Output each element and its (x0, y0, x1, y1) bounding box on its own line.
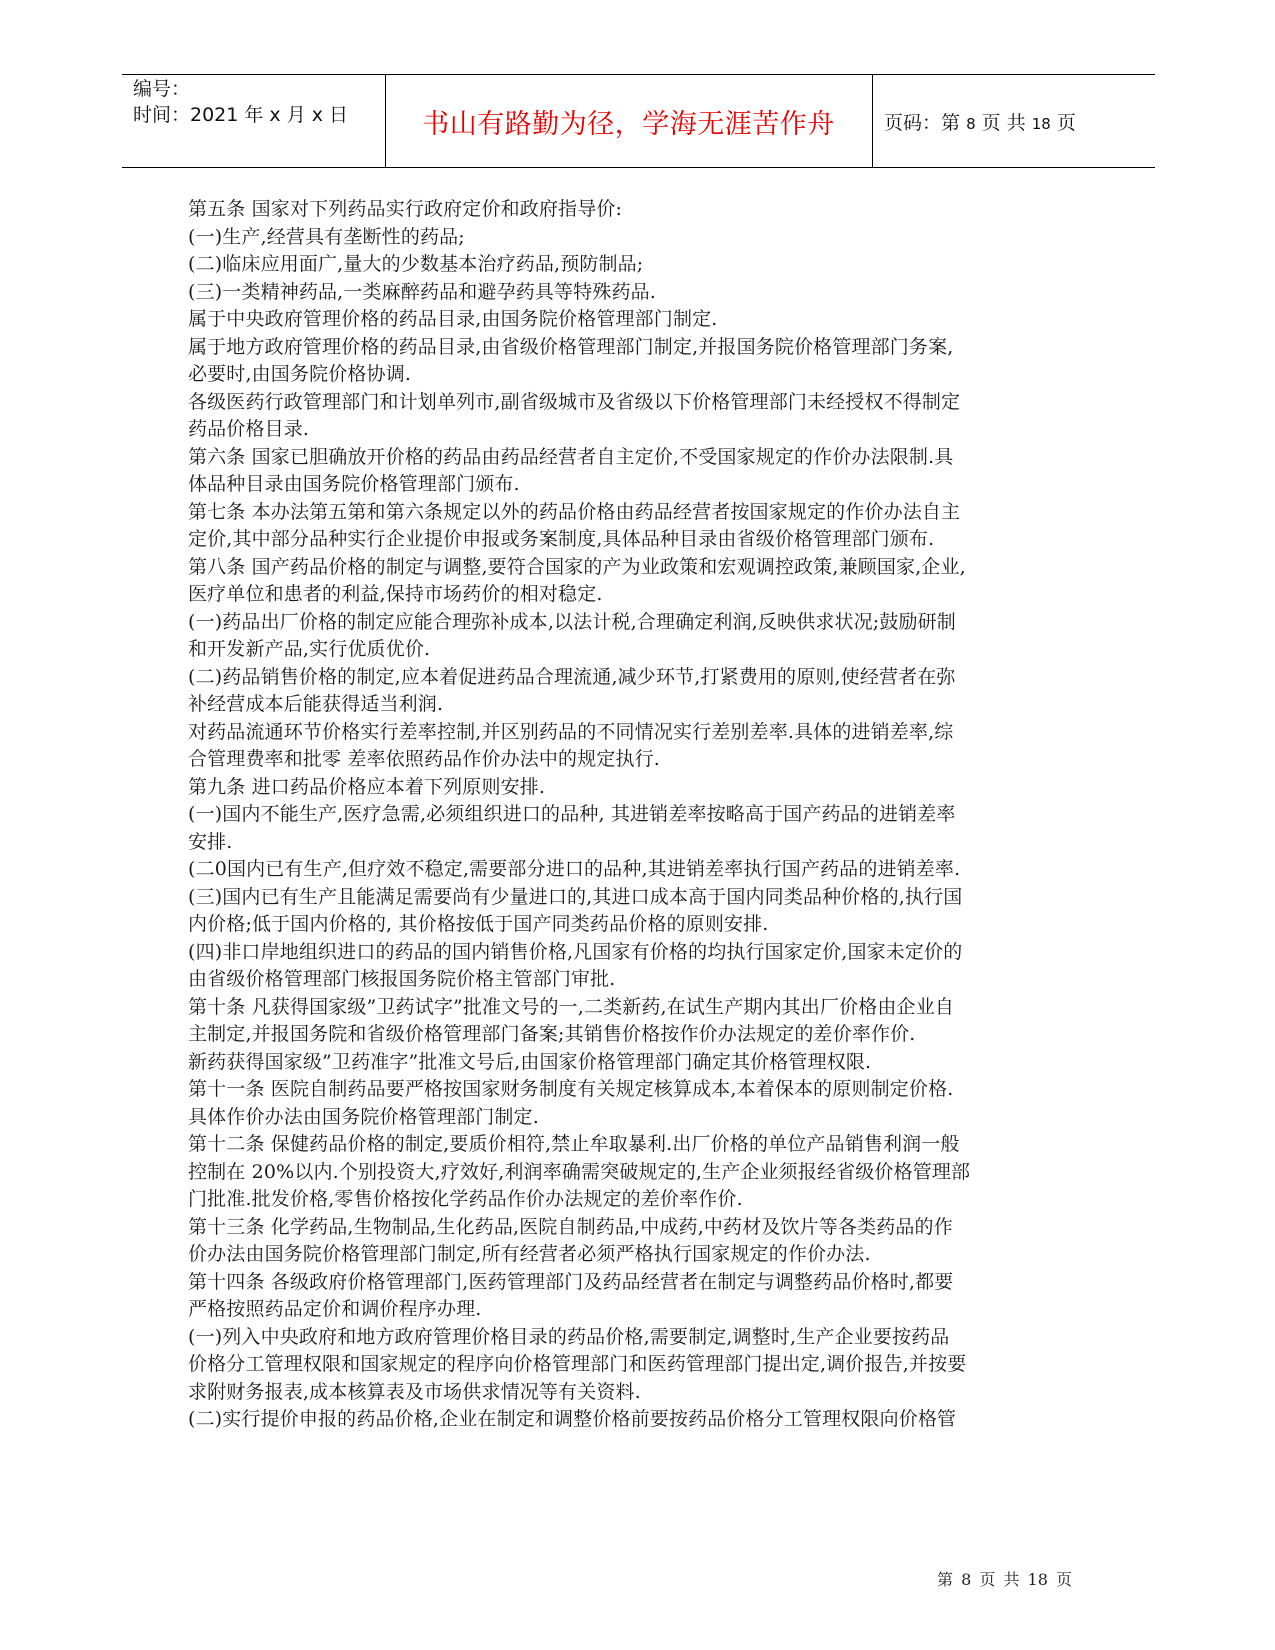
body-text-line: 体品种目录由国务院价格管理部门颁布. (188, 473, 520, 495)
document-number-label: 编号： (133, 78, 191, 100)
page-footer: 第 8 页 共 18 页 (937, 1570, 1072, 1589)
body-text-line: (二0国内已有生产,但疗效不稳定,需要部分进口的品种,其进销差率执行国产药品的进销差率. (188, 858, 961, 880)
page-mid: 页 共 (981, 111, 1026, 134)
body-text-line: (一)国内不能生产,医疗急需,必须组织进口的品种, 其进销差率按略高于国产药品的进销差率 (188, 803, 956, 825)
header-page-info (873, 108, 1076, 135)
body-text-line: 补经营成本后能获得适当利润. (188, 693, 444, 715)
body-text-line: (二)药品销售价格的制定,应本着促进药品合理流通,减少环节,打紧费用的原则,使经营者在弥 (188, 665, 956, 688)
body-text-line: 第六条 国家已胆确放开价格的药品由药品经营者自主定价,不受国家规定的作价办法限制.具 (188, 445, 954, 468)
body-text-line: 属于地方政府管理价格的药品目录,由省级价格管理部门制定,并报国务院价格管理部门务案, (188, 335, 954, 358)
body-text-line: 内价格;低于国内价格的, 其价格按低于国产同类药品价格的原则安排. (188, 913, 769, 935)
body-text-line: 定价,其中部分品种实行企业提价申报或务案制度,具体品种目录由省级价格管理部门颁布. (188, 528, 935, 550)
document-body (188, 196, 1088, 1434)
header-motto: 书山有路勤为径，学海无涯苦作舟 (422, 108, 835, 140)
body-text-line: 第七条 本办法第五第和第六条规定以外的药品价格由药品经营者按国家规定的作价办法自主 (188, 500, 961, 523)
body-text-line: (一)药品出厂价格的制定应能合理弥补成本,以法计税,合理确定利润,反映供求状况;鼓励研制 (188, 610, 956, 633)
header-meta-cell (122, 75, 386, 167)
body-text-line: 第十三条 化学药品,生物制品,生化药品,医院自制药品,中成药,中药材及饮片等各类药品的作 (188, 1215, 953, 1238)
body-text-line: 对药品流通环节价格实行差率控制,并区别药品的不同情况实行差别差率.具体的进销差率,综 (188, 720, 954, 743)
body-text-line: 医疗单位和患者的利益,保持市场药价的相对稳定. (188, 583, 603, 605)
page-header (122, 74, 1155, 168)
body-text-line: 新药获得国家级”卫药准字”批准文号后,由国家价格管理部门确定其价格管理权限. (188, 1050, 872, 1073)
body-text-line: (二)实行提价申报的药品价格,企业在制定和调整价格前要按药品价格分工管理权限向价格管 (188, 1408, 957, 1430)
body-text-line: 合管理费率和批零 差率依照药品作价办法中的规定执行. (188, 748, 660, 770)
body-text-line: 具体作价办法由国务院价格管理部门制定. (188, 1105, 539, 1128)
body-text-line: 属于中央政府管理价格的药品目录,由国务院价格管理部门制定. (188, 308, 718, 330)
page-suffix: 页 (1056, 111, 1076, 134)
body-text-line: 第九条 进口药品价格应本着下列原则安排. (188, 775, 546, 798)
body-text-line: 第八条 国产药品价格的制定与调整,要符合国家的产为业政策和宏观调控政策,兼顾国家,企业, (188, 555, 966, 578)
body-text-line: 第十条 凡获得国家级”卫药试字”批准文号的一,二类新药,在试生产期内其出厂价格由企业自 (188, 995, 954, 1018)
body-text-line: 各级医药行政管理部门和计划单列市,副省级城市及省级以下价格管理部门未经授权不得制定 (188, 390, 961, 413)
header-page-cell (873, 75, 1155, 167)
body-text-line: 必要时,由国务院价格协调. (188, 363, 412, 385)
body-text-line: (一)列入中央政府和地方政府管理价格目录的药品价格,需要制定,调整时,生产企业要按药品 (188, 1325, 950, 1348)
header-motto-cell (385, 75, 873, 167)
body-text-line: 价办法由国务院价格管理部门制定,所有经营者必须严格执行国家规定的作价办法. (188, 1243, 871, 1265)
body-text-line: 严格按照药品定价和调价程序办理. (188, 1298, 482, 1320)
body-text-line: (一)生产,经营具有垄断性的药品; (188, 225, 465, 248)
body-text-line: 由省级价格管理部门核报国务院价格主管部门审批. (188, 968, 616, 990)
document-date-label: 时间：2021 年 x 月 x 日 (133, 104, 349, 126)
body-text-line: 求附财务报表,成本核算表及市场供求情况等有关资料. (188, 1380, 641, 1403)
body-text-line: 药品价格目录. (188, 418, 310, 440)
body-text-line: 安排. (188, 830, 233, 853)
body-text-line: 第十二条 保健药品价格的制定,要质价相符,禁止牟取暴利.出厂价格的单位产品销售利润一般 (188, 1133, 960, 1155)
body-text-line: 第十一条 医院自制药品要严格按国家财务制度有关规定核算成本,本着保本的原则制定价格. (188, 1078, 954, 1100)
page-number: 8 (966, 114, 976, 133)
body-text-line: 第五条 国家对下列药品实行政府定价和政府指导价: (188, 198, 623, 220)
body-text-line: 第十四条 各级政府价格管理部门,医药管理部门及药品经营者在制定与调整药品价格时,都要 (188, 1270, 954, 1293)
body-text-line: (二)临床应用面广,量大的少数基本治疗药品,预防制品; (188, 253, 644, 275)
body-text-line: 控制在 20%以内.个别投资大,疗效好,利润率确需突破规定的,生产企业须报经省级价格管理部 (188, 1160, 971, 1183)
body-text-line: (三)国内已有生产且能满足需要尚有少量进口的,其进口成本高于国内同类品种价格的,执行国 (188, 885, 963, 908)
body-text-line: 价格分工管理权限和国家规定的程序向价格管理部门和医药管理部门提出定,调价报告,并按要 (188, 1353, 967, 1375)
body-text-line: 主制定,并报国务院和省级价格管理部门备案;其销售价格按作价办法规定的差价率作价. (188, 1023, 916, 1045)
page-prefix: 页码：第 (884, 111, 961, 134)
page-total: 18 (1031, 114, 1051, 133)
body-text-line: (四)非口岸地组织进口的药品的国内销售价格,凡国家有价格的均执行国家定价,国家未定价的 (188, 940, 963, 963)
body-text-line: (三)一类精神药品,一类麻醉药品和避孕药具等特殊药品. (188, 280, 656, 303)
body-text-line: 门批准.批发价格,零售价格按化学药品作价办法规定的差价率作价. (188, 1188, 743, 1210)
body-text-line: 和开发新产品,实行优质优价. (188, 638, 431, 660)
